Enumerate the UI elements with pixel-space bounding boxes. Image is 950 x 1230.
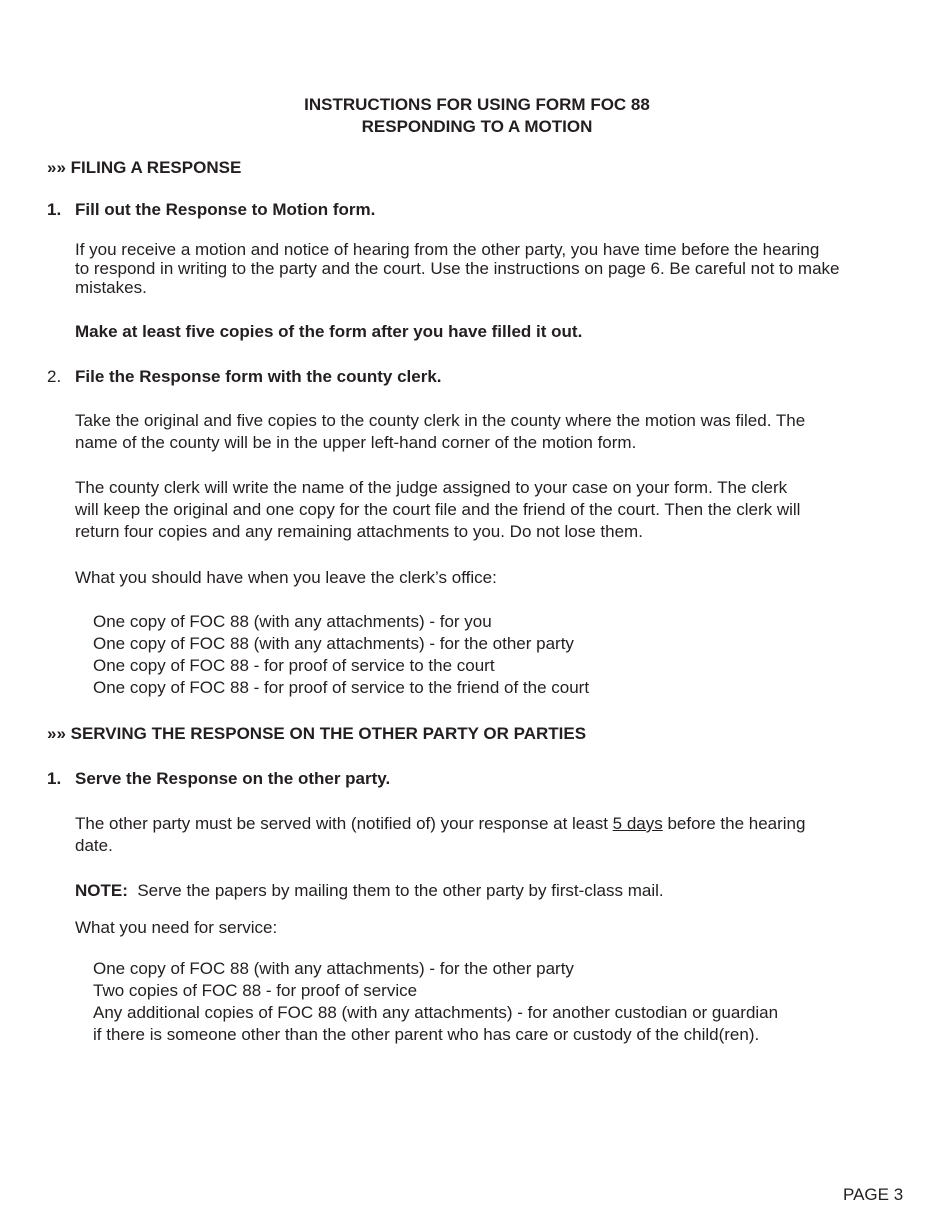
step-number: 1. <box>47 769 62 788</box>
list-item: One copy of FOC 88 (with any attachments) - for the other party <box>93 959 574 978</box>
list-item: One copy of FOC 88 (with any attachments) - for you <box>93 612 492 631</box>
bold-note: Make at least five copies of the form after you have filled it out. <box>75 322 583 341</box>
list-item: Two copies of FOC 88 - for proof of service <box>93 981 418 1000</box>
section-heading-serving: »» SERVING THE RESPONSE ON THE OTHER PARTY OR PARTIES <box>47 724 587 743</box>
paragraph-line: return four copies and any remaining attachments to you. Do not lose them. <box>75 522 643 541</box>
paragraph-line: name of the county will be in the upper left-hand corner of the motion form. <box>75 433 637 452</box>
copies-list <box>93 611 589 699</box>
page-number: PAGE 3 <box>843 1185 904 1204</box>
list-item: One copy of FOC 88 - for proof of service to the court <box>93 656 495 675</box>
list-intro: What you should have when you leave the clerk’s office: <box>75 568 497 587</box>
step-heading: Fill out the Response to Motion form. <box>75 200 376 219</box>
paragraph-line: The county clerk will write the name of the judge assigned to your case on your form. The clerk <box>75 478 788 497</box>
paragraph-line: mistakes. <box>75 278 147 297</box>
paragraph-line: The other party must be served with (notified of) your response at least 5 days before the hearing <box>75 814 806 833</box>
paragraph-line: will keep the original and one copy for the court file and the friend of the court. Then the clerk will <box>75 500 801 519</box>
document-title: INSTRUCTIONS FOR USING FORM FOC 88 <box>304 95 650 114</box>
paragraph-line: If you receive a motion and notice of hearing from the other party, you have time before the hearing <box>75 240 820 259</box>
step-number: 1. <box>47 200 62 219</box>
note <box>75 881 664 901</box>
list-item: if there is someone other than the other parent who has care or custody of the child(ren). <box>93 1025 760 1044</box>
service-list <box>93 958 778 1046</box>
step-heading: File the Response form with the county clerk. <box>75 367 442 386</box>
paragraph <box>75 240 840 297</box>
list-item: One copy of FOC 88 (with any attachments) - for the other party <box>93 634 574 653</box>
step-heading: Serve the Response on the other party. <box>75 769 391 788</box>
list-intro: What you need for service: <box>75 918 278 937</box>
document-subtitle: RESPONDING TO A MOTION <box>361 117 593 136</box>
list-item: Any additional copies of FOC 88 (with any attachments) - for another custodian or guardian <box>93 1003 779 1022</box>
step-number: 2. <box>47 367 62 386</box>
paragraph <box>75 410 805 454</box>
section-heading-filing: »» FILING A RESPONSE <box>47 158 242 177</box>
paragraph-line: to respond in writing to the party and the court. Use the instructions on page 6. Be careful not to make <box>75 259 840 278</box>
list-item: One copy of FOC 88 - for proof of service to the friend of the court <box>93 678 590 697</box>
paragraph <box>75 477 800 543</box>
note-text: Serve the papers by mailing them to the other party by first-class mail. <box>137 881 664 900</box>
paragraph <box>75 813 805 857</box>
underlined-deadline: 5 days <box>612 814 663 833</box>
paragraph-line: date. <box>75 836 113 855</box>
note-label: NOTE: <box>75 881 128 900</box>
paragraph-line: Take the original and five copies to the county clerk in the county where the motion was filed. The <box>75 411 806 430</box>
